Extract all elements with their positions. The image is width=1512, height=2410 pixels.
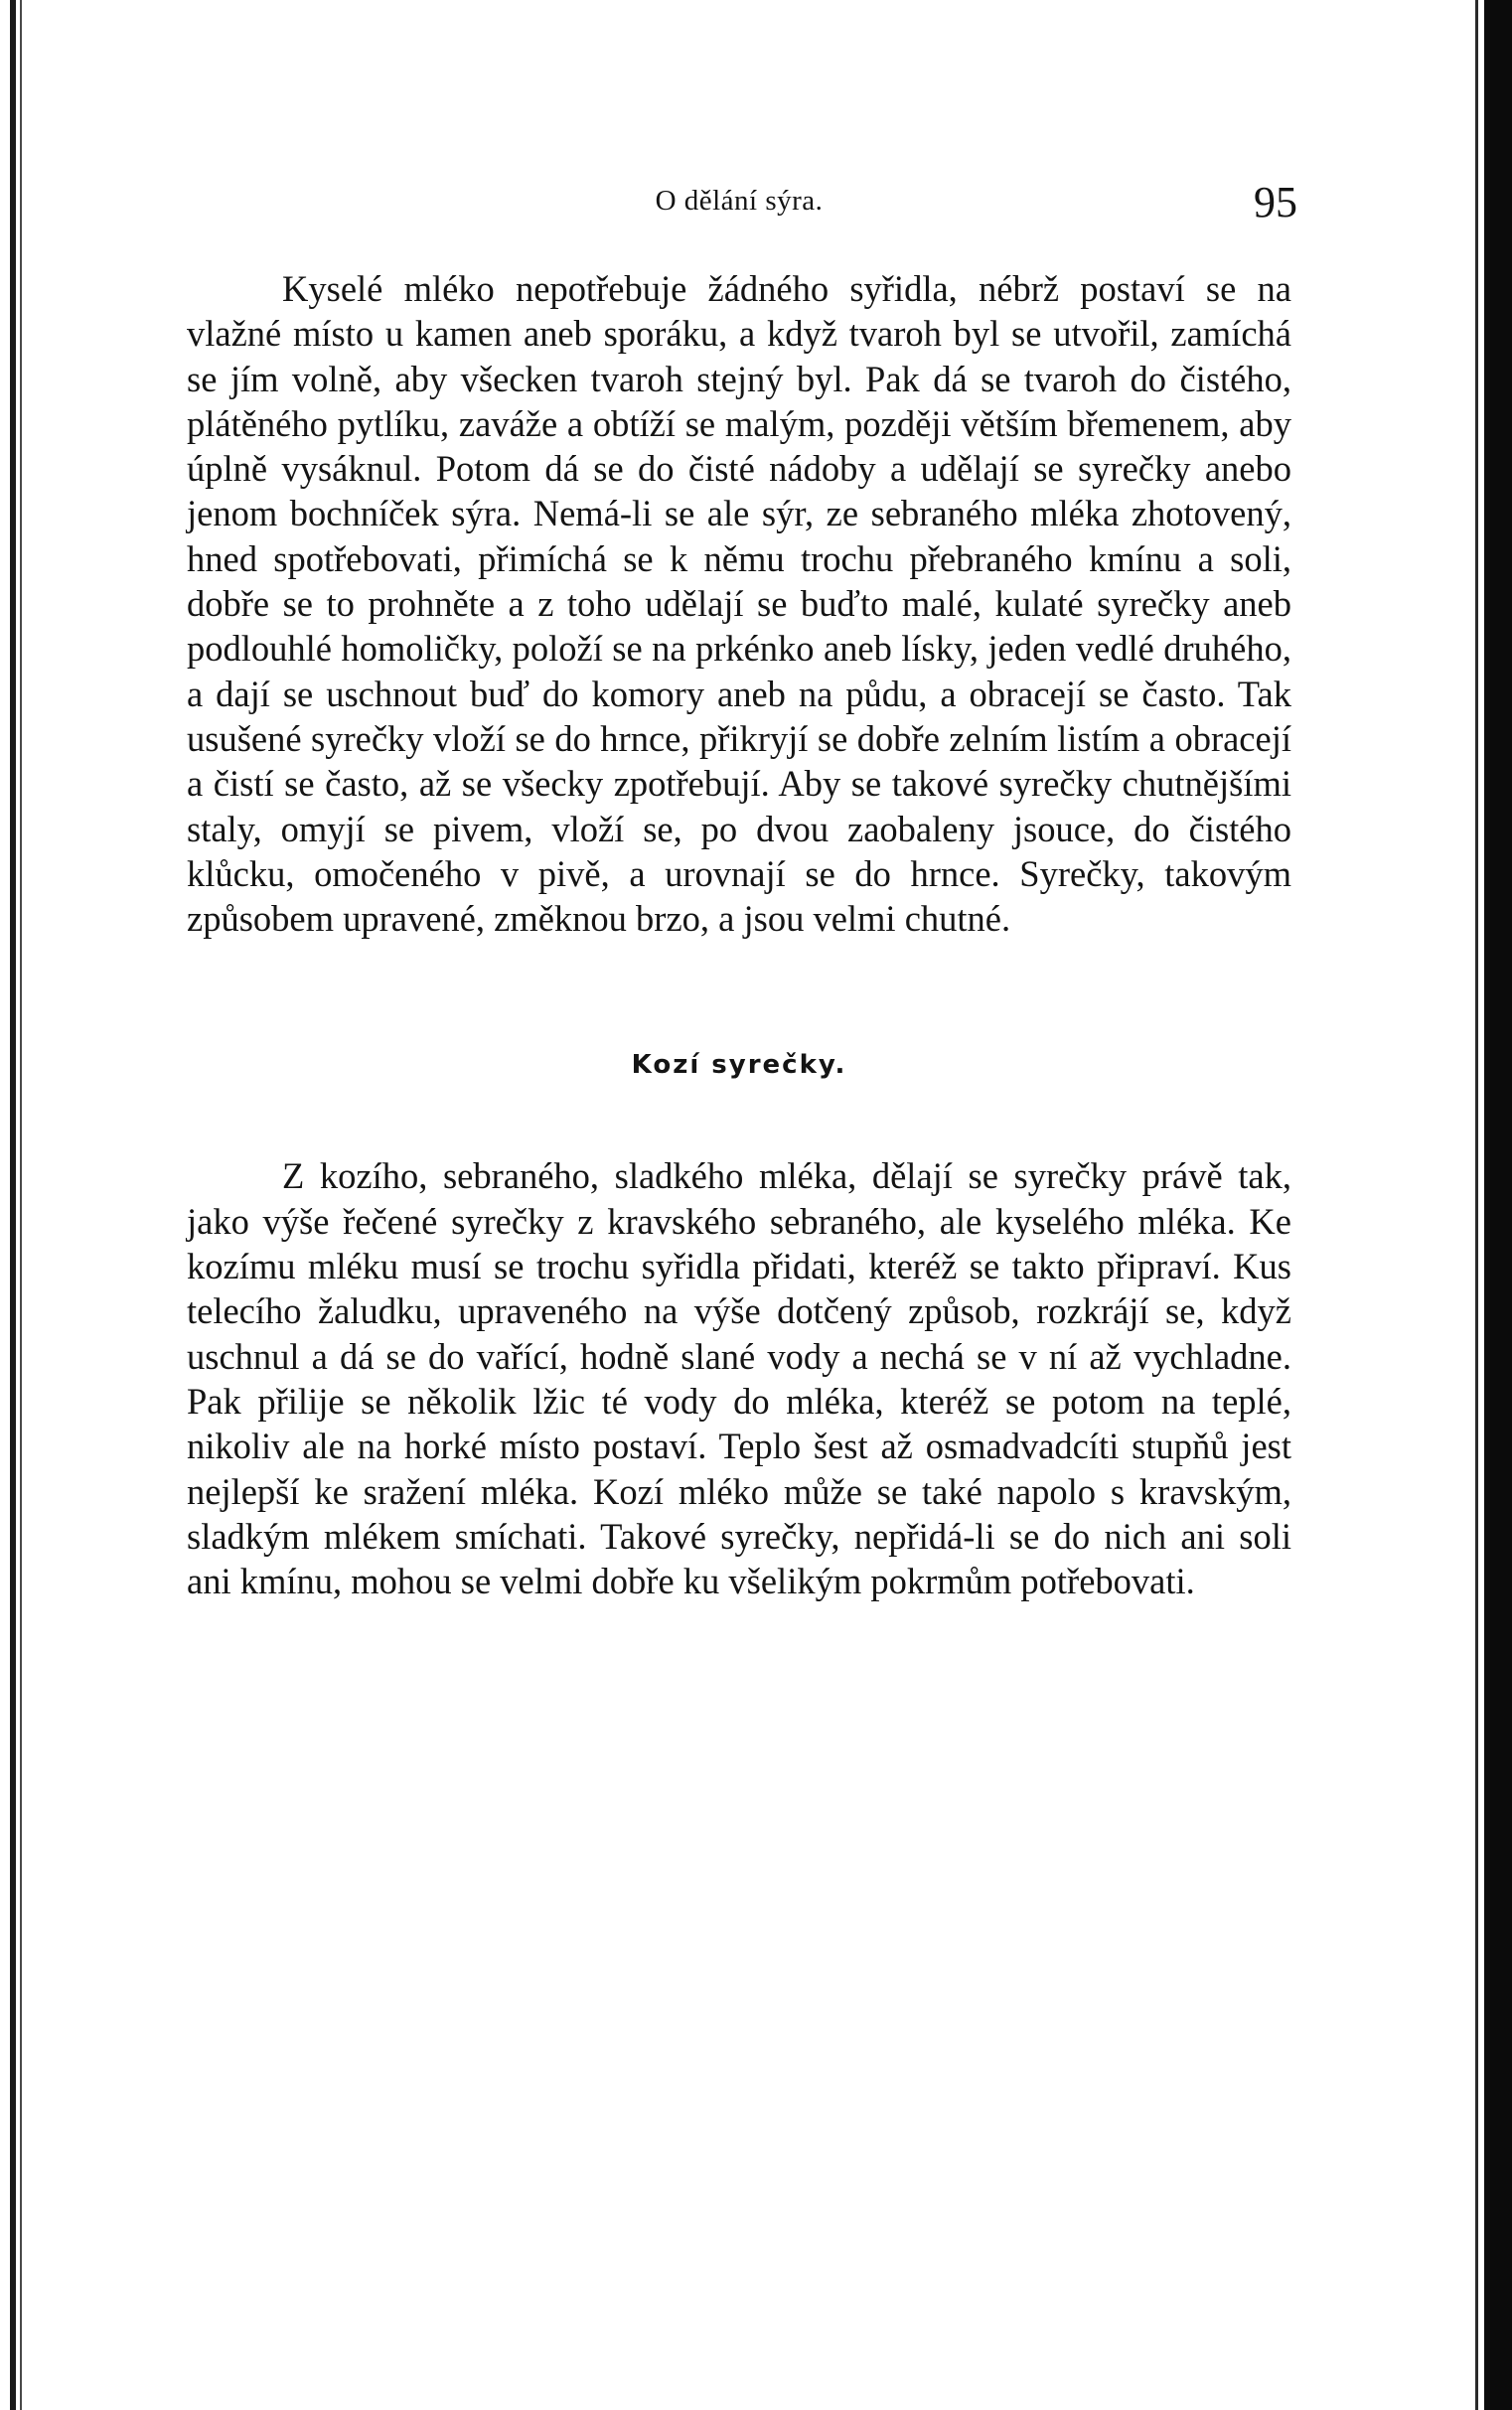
right-scan-edge-inner [1475, 0, 1478, 2410]
left-scan-edge-inner [20, 0, 22, 2410]
paragraph-cows-milk-cheese: Kyselé mléko nepotřebuje žádného syřidla, nébrž postaví se na vlažné místo u kamen aneb sporáku, a když tvaroh byl se utvořil, zamíchá se jím volně, aby všecken tvaroh stejný byl. Pak dá se tvaroh do čistého, plátěného pytlíku, zaváže a obtíží se malým, později větším břemenem, aby úplně vysáknul. Potom dá se do čisté nádoby a udělají se syrečky anebo jenom bochníček sýra. Nemá-li se ale sýr, ze sebraného mléka zhotovený, hned spotřebovati, přimíchá se k němu trochu přebraného kmínu a soli, dobře se to prohněte a z toho udělají se buďto malé, kulaté syrečky aneb podlouhlé homoličky, položí se na prkénko aneb lísky, jeden vedlé druhého, a dají se uschnout buď do komory aneb na půdu, a obracejí se často. Tak usušené syrečky vloží se do hrnce, přikryjí se dobře zelním listím a obracejí a čistí se často, až se všecky zpotřebují. Aby se takové syrečky chutnějšími staly, omyjí se pivem, vloží se, po dvou zaobaleny jsouce, do čistého klůcku, omočeného v pivě, a urovnají se do hrnce. Syrečky, takovým způsobem upravené, změknou brzo, a jsou velmi chutné. [187, 268, 1291, 940]
page-content [187, 175, 1297, 1603]
left-scan-edge [10, 0, 16, 2410]
running-title: O dělání sýra. [655, 185, 824, 217]
paragraph-goat-cheese: Z kozího, sebraného, sladkého mléka, dělají se syrečky právě tak, jako výše řečené syrečky z kravského sebraného, ale kyselého mléka. Ke kozímu mléku musí se trochu syřidla přidati, kteréž se takto připraví. Kus telecího žaludku, upraveného na výše dotčený způsob, rozkrájí se, když uschnul a dá se do vařící, hodně slané vody a nechá se v ní až vychladne. Pak přilije se několik lžic té vody do mléka, kteréž se potom na teplé, nikoliv ale na horké místo postaví. Teplo šest až osmadvadcíti stupňů jest nejlepší ke sražení mléka. Kozí mléko může se také napolo s kravským, sladkým mlékem smíchati. Takové syrečky, nepřidá-li se do nich ani soli ani kmínu, mohou se velmi dobře ku všelikým pokrmům potřebovati. [187, 1155, 1291, 1602]
running-header [187, 175, 1297, 244]
page-number: 95 [1254, 178, 1297, 226]
right-scan-edge [1484, 0, 1512, 2410]
section-heading: Kozí syrečky. [631, 1050, 847, 1081]
